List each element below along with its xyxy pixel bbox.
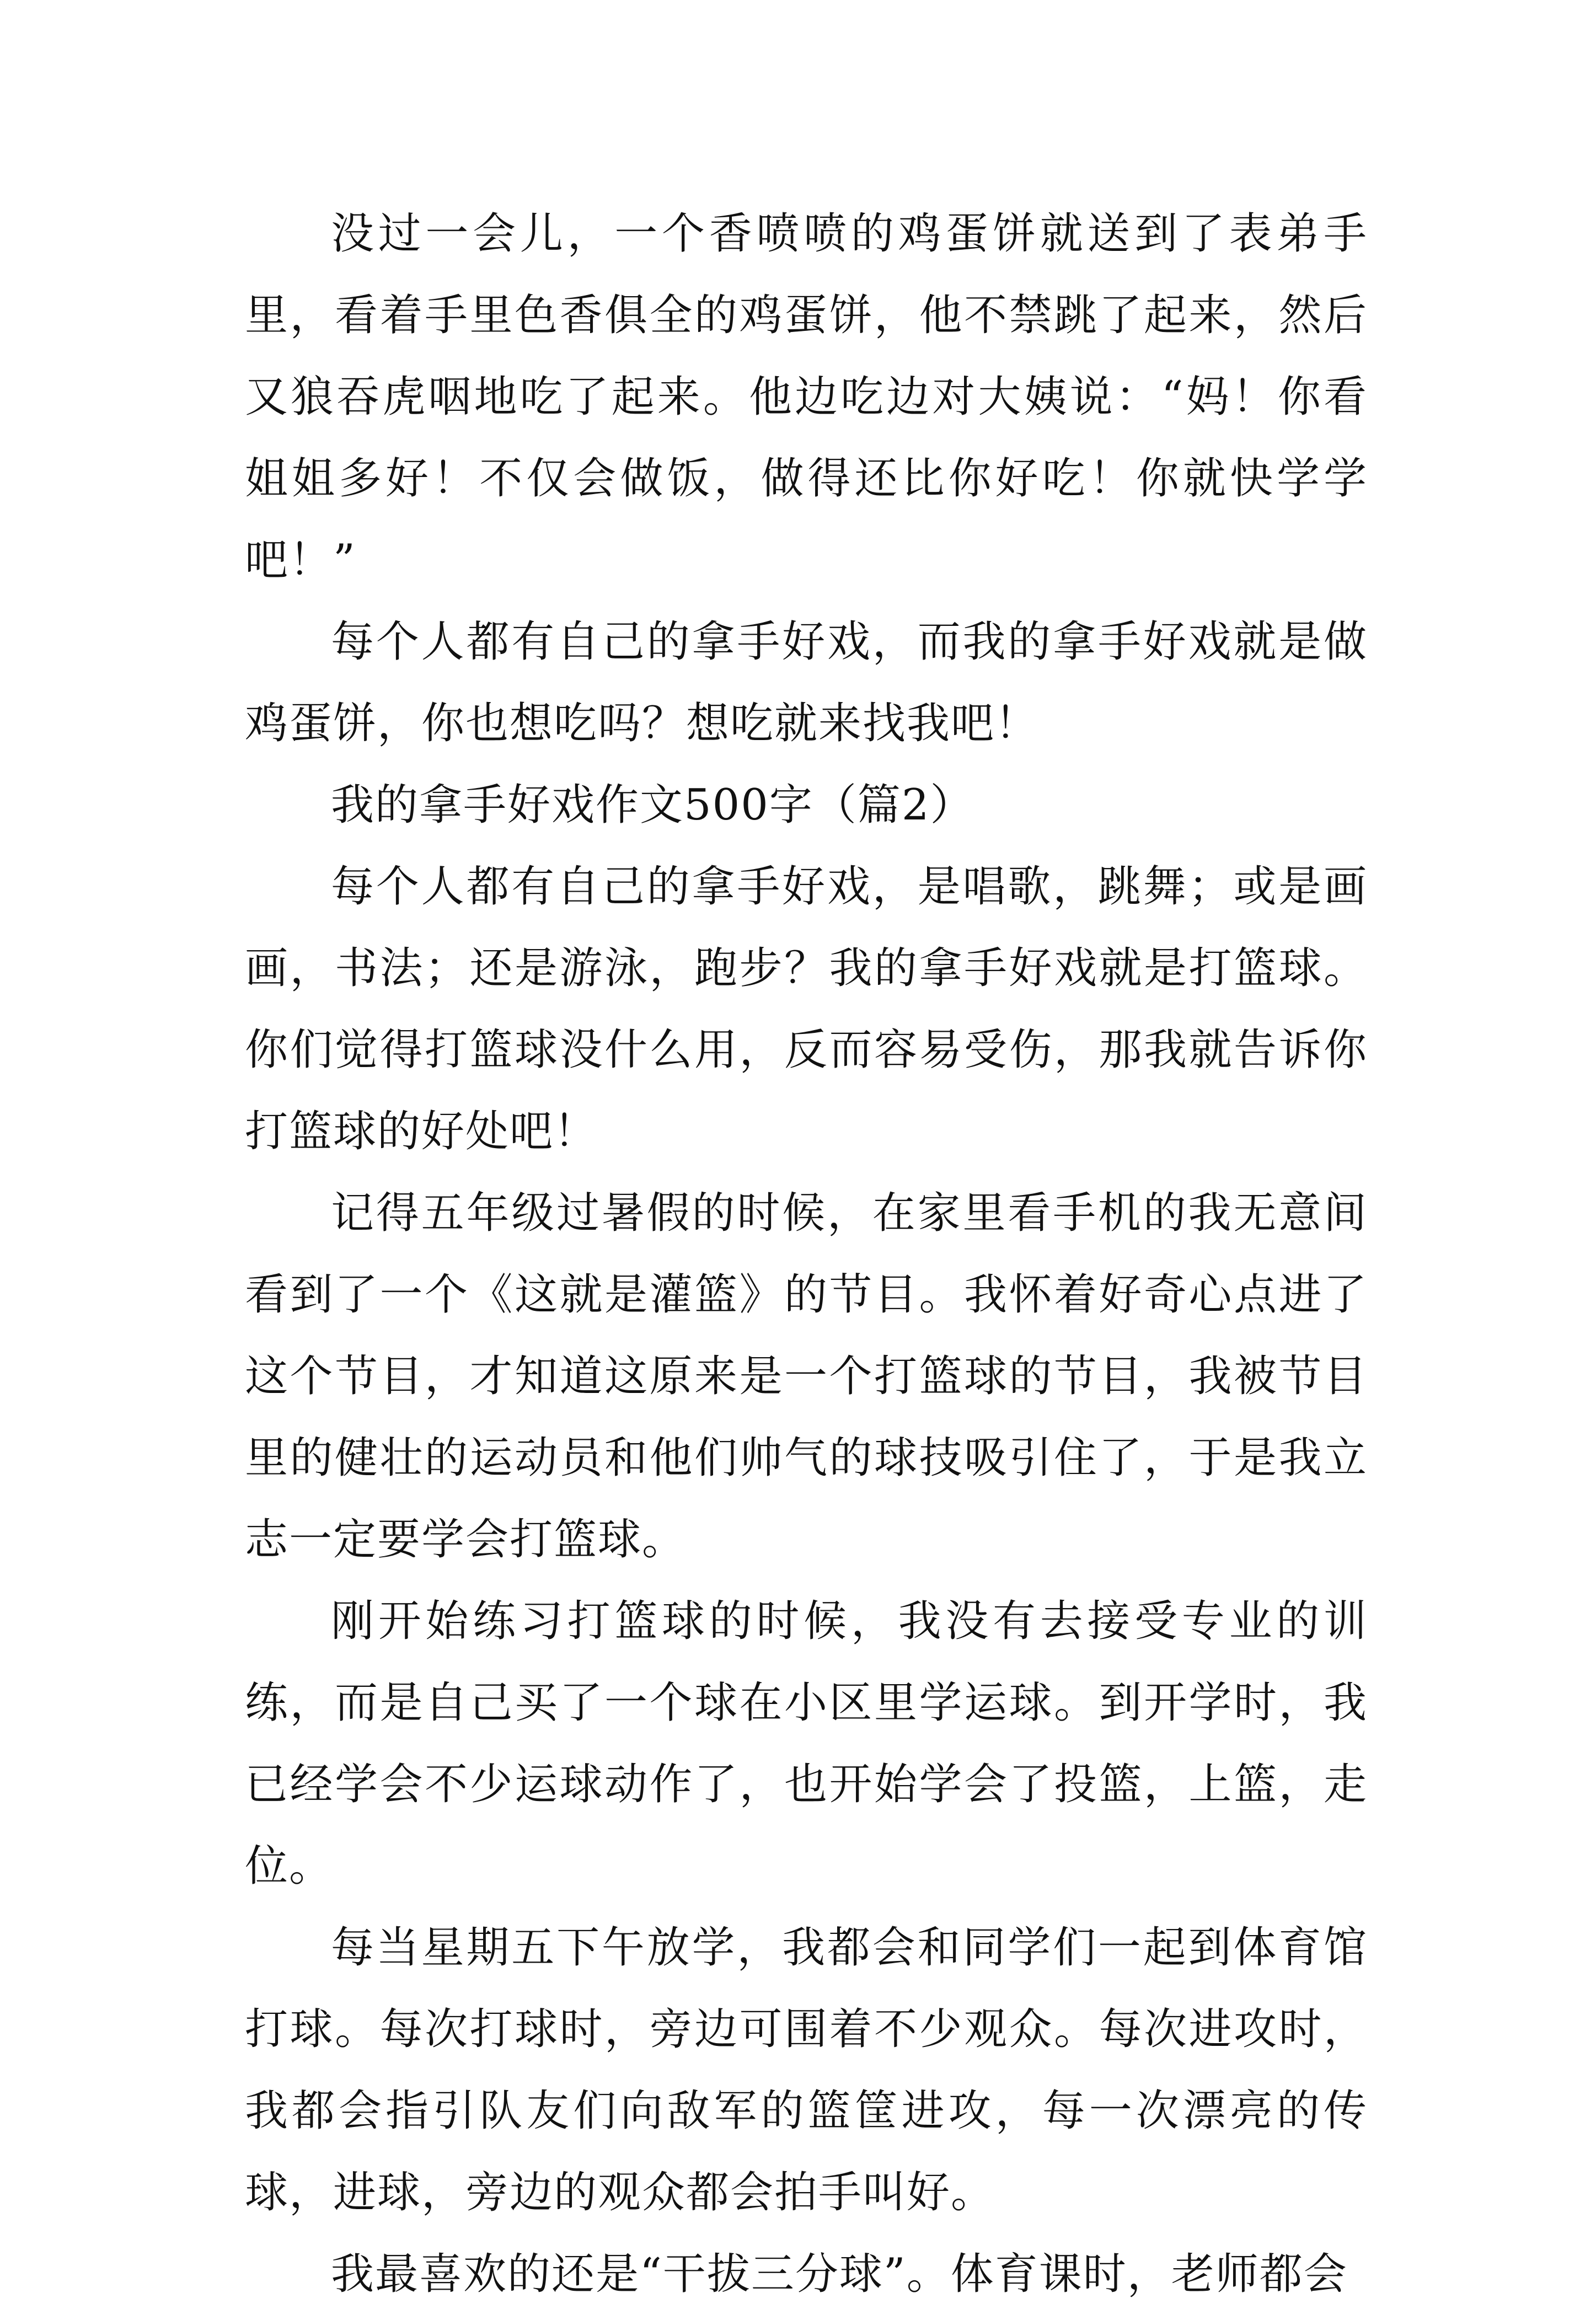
document-body xyxy=(245,193,1368,2315)
paragraph-basketball-discovery: 记得五年级过暑假的时候，在家里看手机的我无意间看到了一个《这就是灌篮》的节目。我怀着好奇心点进了这个节目，才知道这原来是一个打篮球的节目，我被节目里的健壮的运动员和他们帅气的球技吸引住了，于是我立志一定要学会打篮球。 xyxy=(245,1188,1368,1564)
paragraph-basketball-practice: 刚开始练习打篮球的时候，我没有去接受专业的训练，而是自己买了一个球在小区里学运球。到开学时，我已经学会不少运球动作了，也开始学会了投篮，上篮，走位。 xyxy=(245,1596,1368,1891)
paragraph-egg-pancake-conclusion: 每个人都有自己的拿手好戏，而我的拿手好戏就是做鸡蛋饼，你也想吃吗？想吃就来找我吧！ xyxy=(245,617,1368,748)
paragraph-egg-pancake-story: 没过一会儿，一个香喷喷的鸡蛋饼就送到了表弟手里，看着手里色香俱全的鸡蛋饼，他不禁跳了起来，然后又狼吞虎咽地吃了起来。他边吃边对大姨说：“妈！你看姐姐多好！不仅会做饭，做得还比你好吃！你就快学学吧！” xyxy=(245,209,1368,585)
essay-title-part-2: 我的拿手好戏作文500字（篇2） xyxy=(331,780,974,830)
paragraph-three-pointer: 我最喜欢的还是“干拔三分球”。体育课时，老师都会 xyxy=(331,2249,1348,2299)
paragraph-basketball-intro: 每个人都有自己的拿手好戏，是唱歌，跳舞；或是画画，书法；还是游泳，跑步？我的拿手好戏就是打篮球。你们觉得打篮球没什么用，反而容易受伤，那我就告诉你打篮球的好处吧！ xyxy=(245,862,1368,1156)
paragraph-basketball-games: 每当星期五下午放学，我都会和同学们一起到体育馆打球。每次打球时，旁边可围着不少观众。每次进攻时，我都会指引队友们向敌军的篮筐进攻，每一次漂亮的传球，进球，旁边的观众都会拍手叫好。 xyxy=(245,1923,1368,2217)
